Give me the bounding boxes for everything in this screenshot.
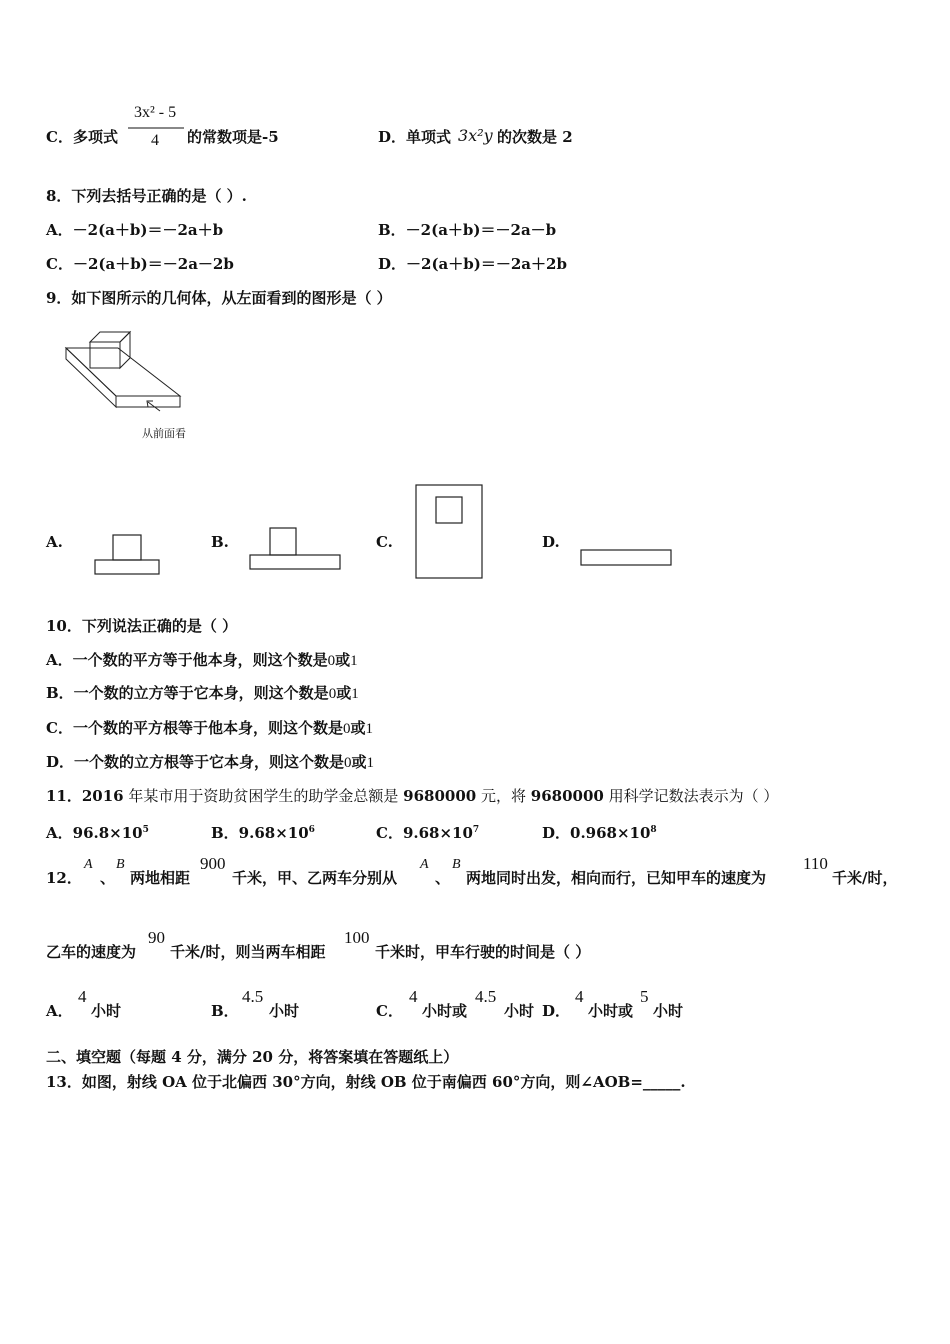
q10-option-a-text: A．一个数的平方等于他本身，则这个数是 [46, 651, 328, 669]
q12-text-1: 两地相距 [130, 869, 191, 887]
q9-option-a-figure [93, 534, 161, 576]
q10-or: 或 [336, 684, 352, 702]
q11-stem [46, 786, 778, 806]
q10-option-b-text: B．一个数的立方等于它本身，则这个数是 [46, 684, 329, 702]
q9-option-d-label: D. [542, 533, 560, 551]
q7-fraction-denominator: 4 [151, 132, 159, 149]
q12-option-c-value-1: 4 [409, 987, 418, 1006]
q7-option-d-tail: 的次数是 2 [497, 128, 573, 146]
q10-option-c-text: C．一个数的平方根等于他本身，则这个数是 [46, 719, 343, 737]
q12-option-b-label: B． [211, 1002, 239, 1020]
q10-zero: 0 [344, 755, 352, 771]
q11-amount-2: 9680000 [530, 787, 604, 805]
q9-option-c-label: C. [376, 533, 393, 551]
q11-year: 2016 [81, 787, 124, 805]
q11-stem-a: 年某市用于资助贫困学生的助学金总额是 [123, 787, 404, 805]
q12-text-2: 千米，甲、乙两车分别从 [232, 869, 398, 887]
q9-option-b-figure [248, 527, 342, 571]
q10-or: 或 [350, 719, 366, 737]
q12-gap: 100 [344, 928, 370, 947]
q12-option-c-unit: 小时 [504, 1002, 535, 1020]
q12-text-4: 千米/时， [832, 869, 898, 887]
q12-option-a-value: 4 [78, 987, 87, 1006]
q10-or: 或 [335, 651, 351, 669]
q10-stem: 10．下列说法正确的是（ ） [46, 617, 238, 635]
q9-figure-caption: 从前面看 [142, 427, 186, 440]
q8-option-d: D．－2(a＋b)＝－2a＋2b [378, 255, 567, 273]
q11-option-d-base: D．0.968×10 [542, 824, 651, 842]
q7-option-d-label: D．单项式 [378, 128, 452, 146]
q11-number: 11． [46, 787, 82, 805]
q12-number: 12． [46, 869, 82, 887]
q11-option-b [211, 820, 315, 843]
q11-option-b-exponent: 6 [308, 825, 315, 835]
q8-option-a: A．－2(a＋b)＝－2a＋b [46, 221, 224, 239]
q8-option-b: B．－2(a＋b)＝－2a－b [378, 221, 557, 239]
q11-option-d-exponent: 8 [650, 825, 657, 835]
q7-option-d-expr: 3x²y [458, 126, 493, 145]
q13-stem: 13．如图，射线 OA 位于北偏西 30°方向，射线 OB 位于南偏西 60°方向，则∠AOB=_____. [46, 1073, 686, 1091]
q12-option-d-value-1: 4 [575, 987, 584, 1006]
q11-option-b-base: B．9.68×10 [211, 824, 309, 842]
q12-option-c-label: C． [376, 1002, 403, 1020]
section-2-title: 二、填空题（每题 4 分，满分 20 分，将答案填在答题纸上） [46, 1048, 459, 1066]
q9-option-b-label: B. [211, 533, 229, 551]
q9-stem: 9．如下图所示的几何体，从左面看到的图形是（ ） [46, 289, 392, 307]
q12-separator-2: 、 [435, 869, 451, 887]
q10-one: 1 [351, 686, 359, 702]
q12-separator: 、 [100, 869, 116, 887]
q12-option-c-unit-or: 小时或 [422, 1002, 468, 1020]
q12-point-a-2: A [420, 857, 429, 872]
q8-stem: 8．下列去括号正确的是（ ）. [46, 187, 247, 205]
q9-option-d-figure [579, 548, 673, 568]
q10-option-c [46, 718, 373, 739]
q10-one: 1 [366, 755, 375, 771]
q12-text-3: 两地同时出发，相向而行，已知甲车的速度为 [466, 869, 767, 887]
q11-option-c-exponent: 7 [472, 825, 480, 835]
q11-stem-c: 用科学记数法表示为（ ） [603, 787, 779, 805]
q12-option-d-unit-or: 小时或 [588, 1002, 634, 1020]
q11-stem-b: 元，将 [476, 787, 531, 805]
q12-text-6: 千米/时，则当两车相距 [170, 943, 326, 961]
q8-option-c: C．－2(a＋b)＝－2a－2b [46, 255, 234, 273]
q10-zero: 0 [327, 653, 336, 669]
q11-option-c-base: C．9.68×10 [376, 824, 473, 842]
q7-option-c-tail: 的常数项是-5 [187, 128, 279, 146]
q12-option-b-value: 4.5 [242, 987, 264, 1006]
q12-option-c-value-2: 4.5 [475, 987, 497, 1006]
q10-one: 1 [350, 653, 358, 669]
q10-option-b [46, 683, 359, 704]
q12-option-a-label: A． [46, 1002, 73, 1020]
q12-text-7: 千米时，甲车行驶的时间是（ ） [375, 943, 591, 961]
q9-option-c-figure [414, 484, 484, 580]
q10-one: 1 [365, 721, 373, 737]
q9-option-a-label: A. [46, 533, 63, 551]
q12-point-b: B [116, 857, 125, 872]
q12-option-d-label: D． [542, 1002, 571, 1020]
q7-fraction-bar [128, 127, 184, 129]
q12-speed-2: 90 [148, 928, 165, 947]
q10-zero: 0 [328, 686, 337, 702]
q12-option-d-value-2: 5 [640, 987, 649, 1006]
q12-distance: 900 [200, 854, 226, 873]
q10-option-d-text: D．一个数的立方根等于它本身，则这个数是 [46, 753, 345, 771]
q12-option-d-unit: 小时 [653, 1002, 684, 1020]
q7-option-c-label: C．多项式 [46, 128, 118, 146]
q11-option-a-base: A．96.8×10 [46, 824, 143, 842]
q10-or: 或 [351, 753, 367, 771]
q12-option-a-unit: 小时 [91, 1002, 122, 1020]
q11-option-a [46, 820, 149, 843]
q9-solid-figure [60, 326, 190, 414]
q11-amount-1: 9680000 [403, 787, 477, 805]
q12-point-b-2: B [452, 857, 461, 872]
q11-option-d [542, 820, 657, 843]
q10-option-a [46, 650, 358, 671]
q12-text-5: 乙车的速度为 [46, 943, 137, 961]
q12-option-b-unit: 小时 [269, 1002, 300, 1020]
q11-option-a-exponent: 5 [142, 825, 149, 835]
q12-point-a: A [84, 857, 93, 872]
q10-zero: 0 [342, 721, 351, 737]
q11-option-c [376, 820, 479, 843]
q7-fraction-numerator: 3x² - 5 [133, 104, 177, 121]
q10-option-d [46, 752, 374, 773]
q12-speed-1: 110 [803, 854, 828, 873]
